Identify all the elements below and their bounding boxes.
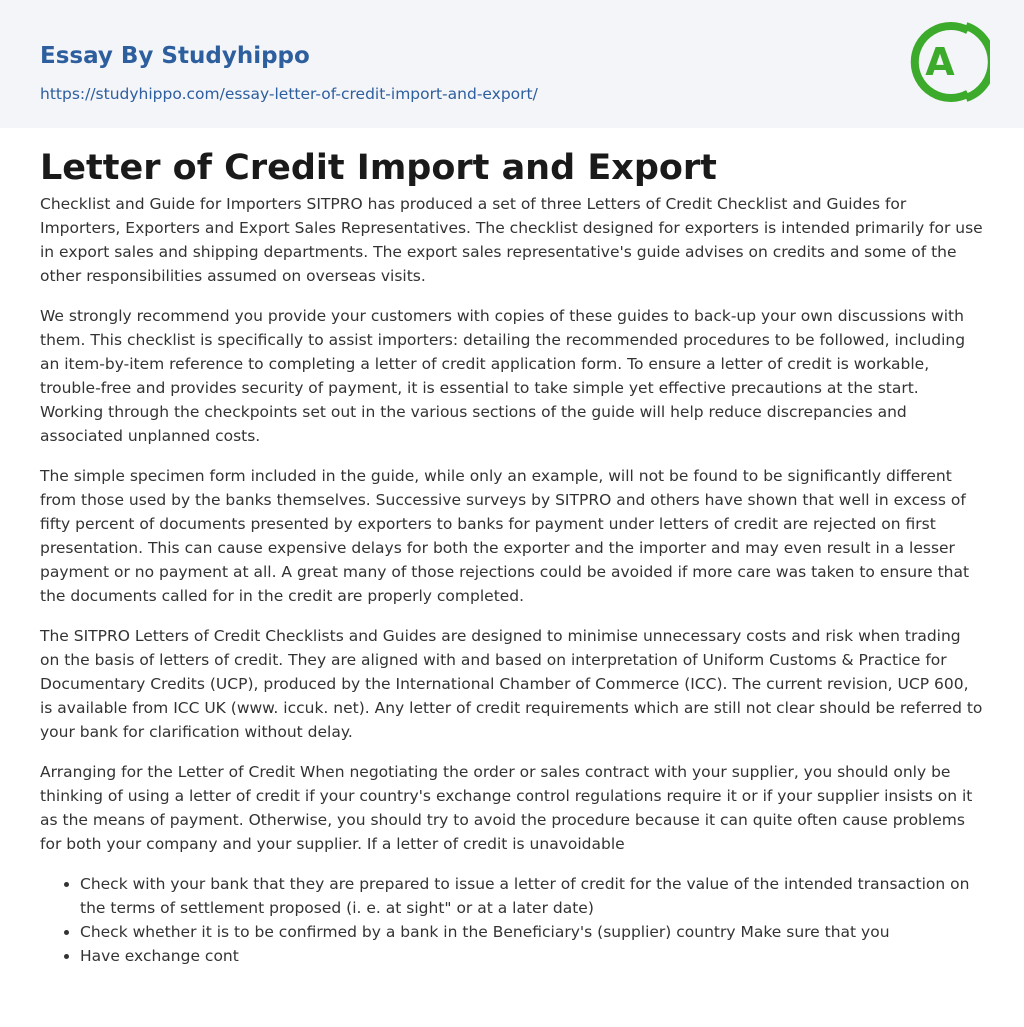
article (0, 128, 1024, 968)
site-header (0, 0, 1024, 128)
article-paragraph: The simple specimen form included in the guide, while only an example, will not be found to be significantly different from those used by the banks themselves. Successive surveys by SITPRO and others have shown that well in excess of fifty percent of documents presented by exporters to banks for payment under letters of credit are rejected on first presentation. This can cause expensive delays for both the exporter and the importer and may even result in a lesser payment or no payment at all. A great many of those rejections could be avoided if more care was taken to ensure that the documents called for in the credit are properly completed. (40, 467, 970, 605)
list-item: • Check with your bank that they are prepared to issue a letter of credit for the value of the intended transaction on the terms of settlement proposed (i. e. at sight" or at a later date) (80, 872, 984, 920)
list-item: • Have exchange cont (80, 944, 984, 968)
article-paragraph: Checklist and Guide for Importers SITPRO has produced a set of three Letters of Credit Checklist and Guides for Importers, Exporters and Export Sales Representatives. The checklist designed for exporters is intended primarily for use in export sales and shipping departments. The export sales representative's guide advises on credits and some of the other responsibilities assumed on overseas visits. (40, 195, 983, 285)
page-url-link[interactable]: https://studyhippo.com/essay-letter-of-credit-import-and-export/ (40, 85, 538, 103)
list-item: • Check whether it is to be confirmed by a bank in the Beneficiary's (supplier) country Make sure that you (80, 920, 984, 944)
article-title: Letter of Credit Import and Export (40, 148, 717, 188)
logo-letter: A (925, 40, 955, 84)
studyhippo-logo-icon[interactable] (906, 16, 990, 108)
article-paragraph: We strongly recommend you provide your customers with copies of these guides to back-up your own discussions with them. This checklist is specifically to assist importers: detailing the recommended procedures to be followed, including an item-by-item reference to completing a letter of credit application form. To ensure a letter of credit is workable, trouble-free and provides security of payment, it is essential to take simple yet effective precautions at the start. Working through the checkpoints set out in the various sections of the guide will help reduce discrepancies and associated unplanned costs. (40, 307, 966, 445)
article-paragraph: Arranging for the Letter of Credit When negotiating the order or sales contract with your supplier, you should only be thinking of using a letter of credit if your country's exchange control regulations require it or if your supplier insists on it as the means of payment. Otherwise, you should try to avoid the procedure because it can quite often cause problems for both your company and your supplier. If a letter of credit is unavoidable (40, 763, 973, 853)
site-brand[interactable]: Essay By Studyhippo (40, 43, 310, 69)
article-bullet-list (40, 872, 984, 968)
article-paragraph: The SITPRO Letters of Credit Checklists and Guides are designed to minimise unnecessary costs and risk when trading on the basis of letters of credit. They are aligned with and based on interpretation of Uniform Customs & Practice for Documentary Credits (UCP), produced by the International Chamber of Commerce (ICC). The current revision, UCP 600, is available from ICC UK (www. iccuk. net). Any letter of credit requirements which are still not clear should be referred to your bank for clarification without delay. (40, 627, 983, 741)
